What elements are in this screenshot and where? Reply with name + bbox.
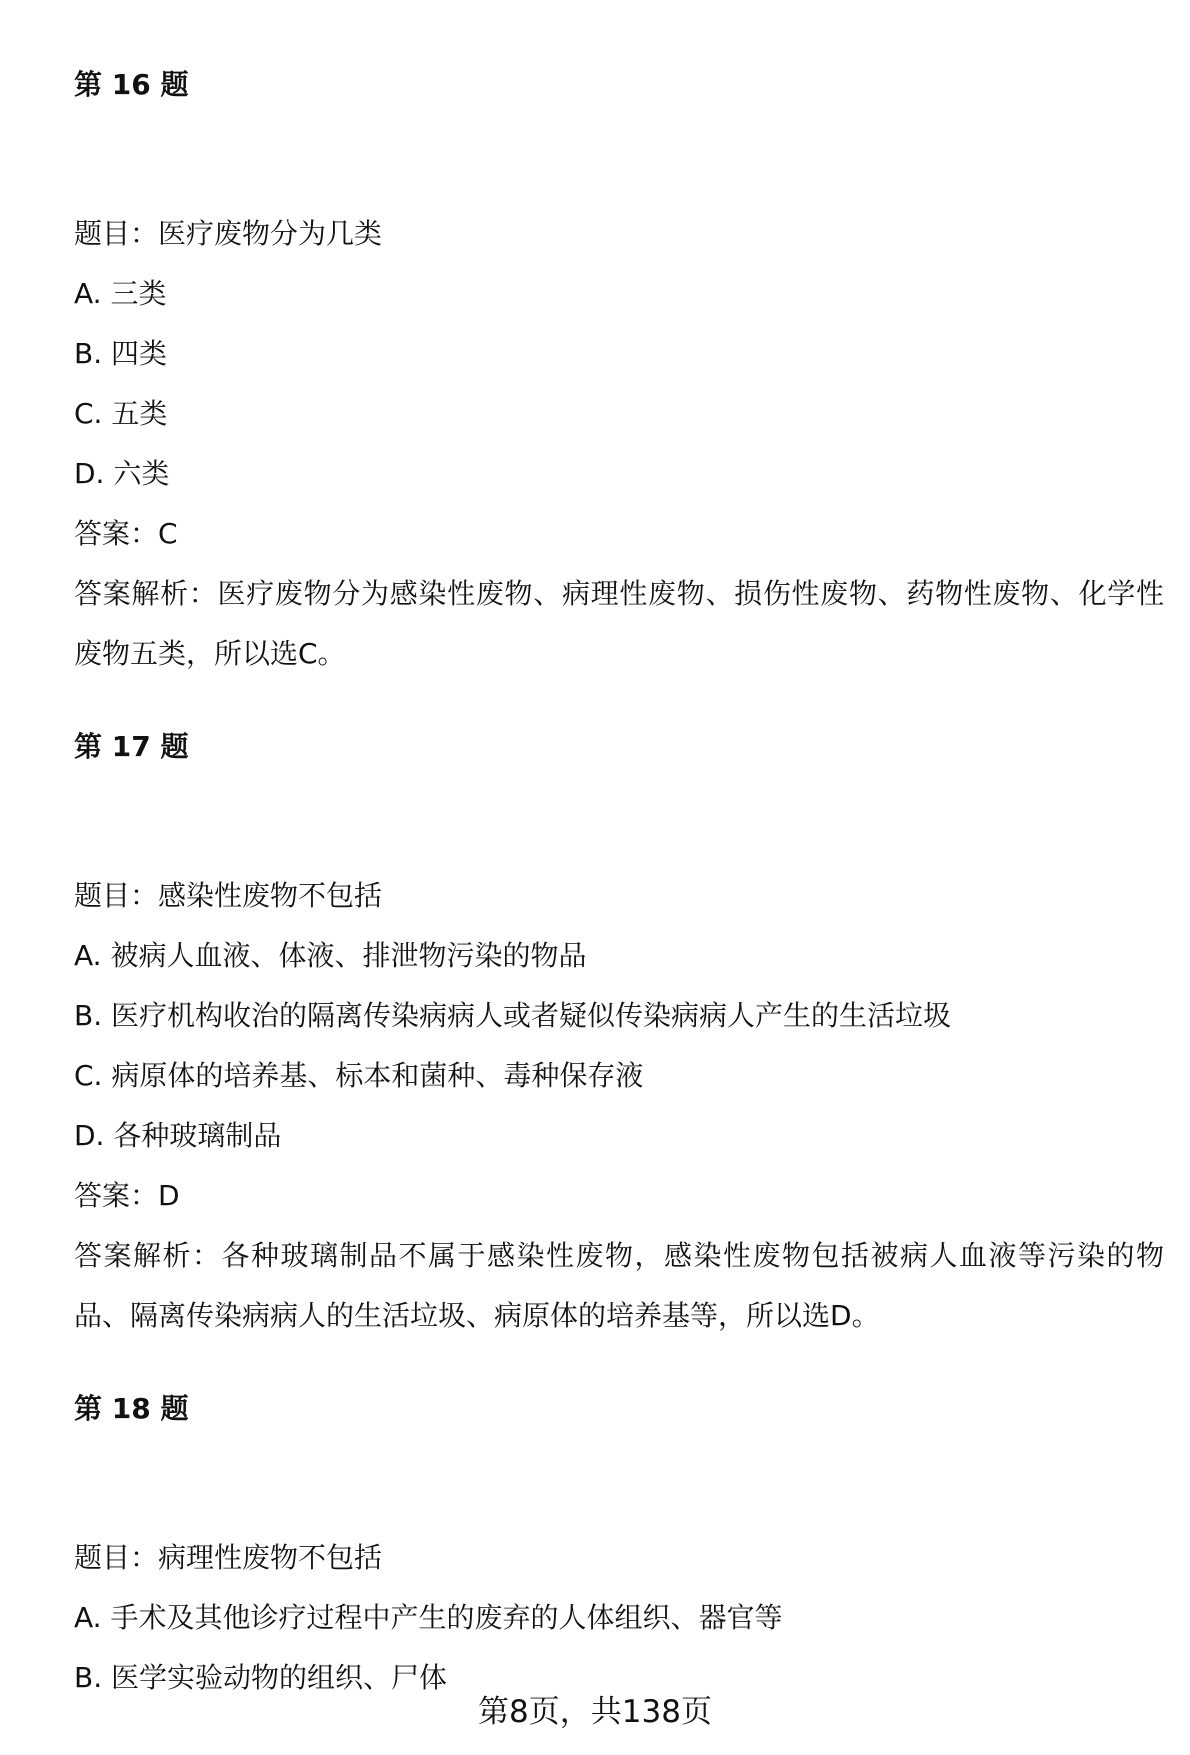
question-18-option-a: A. 手术及其他诊疗过程中产生的废弃的人体组织、器官等 — [74, 1601, 783, 1634]
question-17-option-a: A. 被病人血液、体液、排泄物污染的物品 — [74, 939, 587, 972]
question-16-answer: 答案：C — [74, 517, 178, 550]
question-16-option-a: A. 三类 — [74, 277, 167, 310]
question-16-stem: 题目：医疗废物分为几类 — [74, 217, 383, 250]
page-number-footer: 第8页，共138页 — [478, 1694, 712, 1730]
question-17-stem: 题目：感染性废物不包括 — [74, 879, 383, 912]
question-17-option-d: D. 各种玻璃制品 — [74, 1119, 282, 1152]
question-16-analysis: 答案解析：医疗废物分为感染性废物、病理性废物、损伤性废物、药物性废物、化学性废物五类，所以选C。 — [74, 577, 1164, 670]
question-18-heading: 第 18 题 — [74, 1392, 189, 1425]
question-16-option-d: D. 六类 — [74, 457, 170, 490]
question-16-option-c: C. 五类 — [74, 397, 168, 430]
question-18-option-b: B. 医学实验动物的组织、尸体 — [74, 1661, 448, 1694]
question-16-heading: 第 16 题 — [74, 68, 189, 101]
question-17-heading: 第 17 题 — [74, 730, 189, 763]
question-17-option-b: B. 医疗机构收治的隔离传染病病人或者疑似传染病病人产生的生活垃圾 — [74, 999, 952, 1032]
question-17-option-c: C. 病原体的培养基、标本和菌种、毒种保存液 — [74, 1059, 644, 1092]
question-17-answer: 答案：D — [74, 1179, 180, 1212]
question-17-analysis: 答案解析：各种玻璃制品不属于感染性废物，感染性废物包括被病人血液等污染的物品、隔离传染病病人的生活垃圾、病原体的培养基等，所以选D。 — [74, 1239, 1164, 1332]
question-18-stem: 题目：病理性废物不包括 — [74, 1541, 383, 1574]
question-16-option-b: B. 四类 — [74, 337, 168, 370]
